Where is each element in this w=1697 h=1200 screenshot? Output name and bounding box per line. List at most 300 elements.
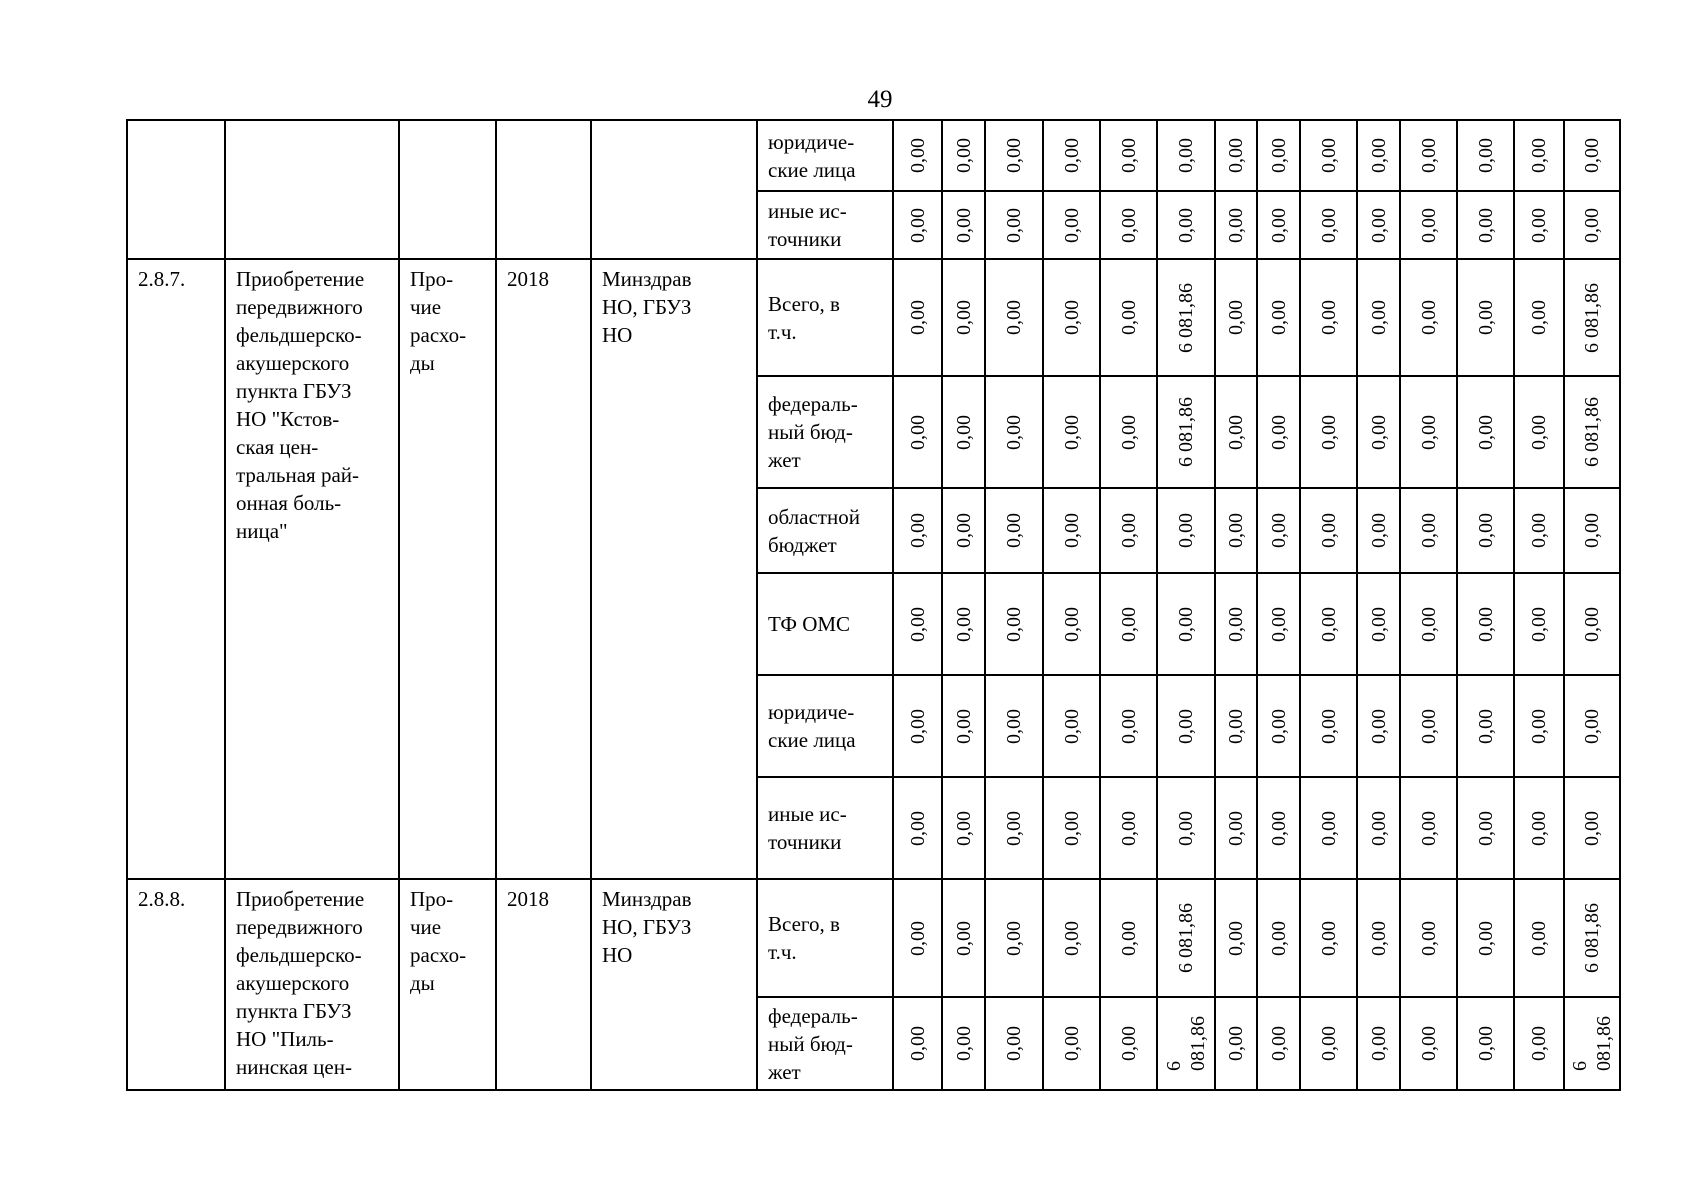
amount-box [1358,575,1399,673]
amount-value: 0,00 [1225,513,1247,548]
amount-value: 0,00 [1474,606,1497,642]
amount-value: 0,00 [1581,708,1603,744]
funding-source-cell [757,259,893,376]
executor: Минздрав НО, ГБУЗ НО [602,267,692,347]
amount-value: 0,00 [1060,920,1083,956]
amount-value: 0,00 [952,920,975,956]
funding-source-cell [757,777,893,879]
amount-value: 0,00 [1474,300,1497,335]
amount-cell [1514,573,1564,675]
amount-box [1515,677,1563,775]
amount-cell [1300,259,1357,376]
amount-cell [1215,376,1257,488]
amount-value: 0,00 [1060,300,1083,335]
amount-value: 0,00 [1367,606,1390,642]
amount-cell [1257,997,1300,1090]
amount-box [894,490,941,571]
amount-value: 0,00 [1417,138,1440,173]
amount-box [986,193,1042,257]
amount-cell [1564,675,1620,777]
amount-cell [1514,376,1564,488]
table-row [127,120,1620,191]
amount-value: 0,00 [1417,414,1440,450]
amount-box [986,378,1042,486]
amount-cell [1357,573,1400,675]
amount-cell [893,259,942,376]
amount-cell [942,376,985,488]
amount-value: 0,00 [952,414,975,450]
amount-value: 6 081,86 [1175,282,1197,353]
amount-value: 0,00 [952,810,975,846]
amount-cell [1564,777,1620,879]
amount-cell [1100,376,1157,488]
amount-box [1216,193,1256,257]
amount-cell [1157,120,1215,191]
amount-cell [1457,777,1514,879]
amount-cell [1100,259,1157,376]
amount-box [1458,881,1513,995]
amount-cell [1457,573,1514,675]
amount-cell [1215,997,1257,1090]
amount-box [1565,999,1619,1088]
amount-box [1515,122,1563,189]
amount-box [1258,122,1299,189]
funding-source: ТФ ОМС [768,612,851,636]
amount-box [1358,677,1399,775]
amount-value: 0,00 [1060,1026,1083,1061]
amount-cell [1400,675,1457,777]
amount-box [1258,999,1299,1088]
amount-cell [1043,120,1100,191]
amount-cell [1257,675,1300,777]
amount-cell [1257,573,1300,675]
expense-type-cell [399,259,496,879]
event-name-cell [225,120,399,259]
amount-cell [985,259,1043,376]
funding-source: юридиче- ские лица [768,129,856,182]
amount-box [1358,881,1399,995]
amount-cell [1100,573,1157,675]
amount-box [1258,261,1299,374]
amount-cell [1457,259,1514,376]
amount-box [1515,261,1563,374]
amount-box [894,677,941,775]
amount-box [1158,122,1214,189]
expense-type: Про- чие расхо- ды [410,887,467,995]
amount-cell [1564,997,1620,1090]
amount-cell [1257,376,1300,488]
amount-value: 0,00 [906,810,929,846]
amount-value: 0,00 [906,1026,929,1061]
amount-cell [1100,675,1157,777]
amount-cell [1043,997,1100,1090]
executor-cell [591,879,757,1090]
amount-box [1401,122,1456,189]
amount-box [943,677,984,775]
amount-box [1458,193,1513,257]
funding-source: областной бюджет [768,504,860,557]
amount-box [1044,490,1099,571]
amount-box [1216,677,1256,775]
amount-value: 0,00 [1581,513,1603,548]
amount-cell [1157,879,1215,997]
funding-source: федераль- ный бюд- жет [768,1003,858,1084]
amount-value: 0,00 [1474,708,1497,744]
amount-value: 0,00 [1317,513,1340,548]
amount-box [894,779,941,877]
amount-box [1258,881,1299,995]
amount-box [943,490,984,571]
amount-cell [1357,997,1400,1090]
amount-box [1101,999,1156,1088]
amount-cell [985,777,1043,879]
amount-box [1458,677,1513,775]
amount-value: 0,00 [1117,810,1140,846]
amount-value: 0,00 [1417,207,1440,243]
amount-value: 0,00 [1117,606,1140,642]
funding-source: Всего, в т.ч. [768,912,840,964]
amount-cell [1300,777,1357,879]
amount-box [943,193,984,257]
funding-source: иные ис- точники [768,802,847,854]
amount-value: 0,00 [1581,606,1603,642]
amount-value: 6 081,86 [1163,1016,1209,1071]
amount-box [894,261,941,374]
amount-value: 0,00 [1003,300,1025,335]
amount-box [1301,122,1356,189]
amount-cell [1300,997,1357,1090]
amount-value: 0,00 [1528,207,1550,243]
amount-value: 0,00 [1528,300,1550,335]
amount-value: 6 081,86 [1175,397,1197,467]
amount-box [1401,677,1456,775]
expense-type-cell [399,879,496,1090]
amount-box [1258,575,1299,673]
amount-cell [985,120,1043,191]
amount-box [1515,779,1563,877]
group-number: 2.8.7. [138,267,186,291]
amount-box [1301,575,1356,673]
amount-cell [1300,488,1357,573]
amount-box [1358,779,1399,877]
amount-box [986,575,1042,673]
amount-box [1401,779,1456,877]
amount-value: 0,00 [1267,513,1290,548]
amount-cell [1043,191,1100,259]
amount-value: 0,00 [1003,1026,1025,1061]
funding-source-cell [757,376,893,488]
amount-value: 0,00 [1175,708,1197,744]
amount-box [1216,490,1256,571]
amount-cell [893,376,942,488]
amount-value: 0,00 [906,920,929,956]
amount-value: 0,00 [1175,606,1197,642]
amount-cell [942,879,985,997]
amount-box [1358,378,1399,486]
budget-table [126,119,1621,1091]
amount-box [1044,779,1099,877]
amount-value: 0,00 [1474,138,1497,173]
amount-box [1515,999,1563,1088]
amount-box [894,193,941,257]
amount-value: 0,00 [1267,300,1290,335]
amount-cell [1215,777,1257,879]
amount-box [1458,575,1513,673]
funding-source: иные ис- точники [768,199,847,251]
amount-box [1515,881,1563,995]
group-number-cell [127,120,225,259]
amount-cell [942,675,985,777]
amount-box [1158,378,1214,486]
amount-cell [1400,120,1457,191]
amount-cell [1257,259,1300,376]
amount-box [1044,881,1099,995]
amount-value: 0,00 [1417,606,1440,642]
amount-value: 0,00 [1225,810,1247,846]
amount-box [1258,490,1299,571]
amount-value: 0,00 [1528,920,1550,956]
amount-box [1458,122,1513,189]
amount-box [1158,575,1214,673]
amount-cell [985,879,1043,997]
year-cell [496,879,591,1090]
amount-box [1565,378,1619,486]
amount-value: 0,00 [1367,138,1390,173]
amount-box [986,677,1042,775]
amount-value: 0,00 [1225,606,1247,642]
year [497,121,590,126]
amount-box [1458,378,1513,486]
amount-cell [1043,376,1100,488]
expense-type [400,121,495,126]
amount-box [986,999,1042,1088]
amount-box [986,490,1042,571]
amount-value: 0,00 [1225,708,1247,744]
amount-cell [985,997,1043,1090]
page-number: 49 [867,86,893,113]
amount-cell [1215,879,1257,997]
amount-cell [1357,191,1400,259]
amount-cell [1400,376,1457,488]
amount-cell [893,573,942,675]
amount-box [943,575,984,673]
amount-cell [893,488,942,573]
amount-cell [1257,488,1300,573]
amount-value: 0,00 [906,513,929,548]
amount-value: 0,00 [1581,207,1603,243]
amount-cell [1300,675,1357,777]
amount-value: 0,00 [1117,207,1140,243]
amount-value: 0,00 [1225,1026,1247,1061]
amount-cell [1400,573,1457,675]
amount-box [1565,261,1619,374]
amount-value: 0,00 [1417,1026,1440,1061]
amount-cell [1100,488,1157,573]
amount-value: 0,00 [1267,1026,1290,1061]
amount-box [943,122,984,189]
amount-box [894,575,941,673]
amount-value: 0,00 [1225,300,1247,335]
event-name-cell [225,879,399,1090]
amount-box [1158,779,1214,877]
amount-box [1044,261,1099,374]
amount-cell [985,573,1043,675]
amount-cell [1564,573,1620,675]
amount-box [1458,490,1513,571]
amount-value: 0,00 [1528,1026,1550,1061]
year: 2018 [507,887,549,911]
amount-cell [1300,879,1357,997]
amount-value: 0,00 [952,708,975,744]
amount-cell [1215,120,1257,191]
amount-cell [1357,488,1400,573]
amount-box [1565,575,1619,673]
year-cell [496,259,591,879]
amount-value: 0,00 [1528,414,1550,450]
amount-value: 0,00 [1267,920,1290,956]
expense-type: Про- чие расхо- ды [410,267,467,375]
amount-box [1301,999,1356,1088]
amount-value: 0,00 [1060,414,1083,450]
amount-value: 0,00 [1528,810,1550,846]
amount-box [1216,378,1256,486]
amount-cell [1357,376,1400,488]
amount-box [1158,999,1214,1088]
amount-box [1301,677,1356,775]
amount-cell [942,259,985,376]
amount-value: 0,00 [1367,920,1390,956]
amount-box [1301,779,1356,877]
group-number: 2.8.8. [138,887,186,911]
funding-source-cell [757,879,893,997]
amount-value: 0,00 [1060,606,1083,642]
amount-cell [1043,573,1100,675]
amount-value: 0,00 [1367,1026,1390,1061]
amount-cell [893,997,942,1090]
amount-cell [1300,120,1357,191]
amount-value: 0,00 [1175,138,1197,173]
amount-box [1216,575,1256,673]
amount-cell [1215,675,1257,777]
amount-box [1401,881,1456,995]
amount-box [1358,193,1399,257]
amount-value: 0,00 [1317,708,1340,744]
amount-cell [893,191,942,259]
amount-box [1101,193,1156,257]
amount-cell [893,777,942,879]
amount-box [1216,122,1256,189]
amount-box [1301,378,1356,486]
amount-box [1565,122,1619,189]
amount-box [1158,881,1214,995]
amount-value: 0,00 [1417,300,1440,335]
amount-box [1101,779,1156,877]
amount-box [1044,193,1099,257]
amount-value: 0,00 [1581,810,1603,846]
amount-cell [1564,376,1620,488]
amount-value: 0,00 [1117,414,1140,450]
amount-value: 0,00 [1367,207,1390,243]
amount-value: 0,00 [906,708,929,744]
event-name [226,121,398,126]
amount-box [1401,999,1456,1088]
amount-cell [942,777,985,879]
amount-value: 0,00 [1417,920,1440,956]
amount-cell [1043,488,1100,573]
amount-value: 0,00 [1060,138,1083,173]
amount-cell [1564,259,1620,376]
amount-value: 0,00 [1474,207,1497,243]
amount-value: 0,00 [1267,138,1290,173]
amount-cell [1157,675,1215,777]
amount-cell [1100,997,1157,1090]
amount-value: 0,00 [1528,708,1550,744]
amount-value: 0,00 [1225,414,1247,450]
amount-value: 0,00 [952,513,975,548]
amount-cell [942,997,985,1090]
amount-value: 0,00 [952,138,975,173]
amount-box [1101,677,1156,775]
amount-value: 0,00 [1317,300,1340,335]
amount-value: 0,00 [1474,513,1497,548]
amount-value: 0,00 [1317,414,1340,450]
amount-box [943,999,984,1088]
amount-value: 0,00 [1528,606,1550,642]
amount-cell [1100,120,1157,191]
amount-cell [1157,488,1215,573]
funding-source-cell [757,120,893,191]
amount-cell [1300,376,1357,488]
amount-value: 0,00 [1117,1026,1140,1061]
amount-cell [942,120,985,191]
amount-box [1401,490,1456,571]
amount-box [1158,261,1214,374]
amount-value: 0,00 [1474,810,1497,846]
amount-box [1515,193,1563,257]
amount-value: 0,00 [952,300,975,335]
executor: Минздрав НО, ГБУЗ НО [602,887,692,967]
amount-value: 0,00 [1317,920,1340,956]
amount-box [1515,490,1563,571]
amount-value: 0,00 [1417,810,1440,846]
amount-cell [1257,879,1300,997]
amount-box [1101,490,1156,571]
amount-box [986,261,1042,374]
amount-cell [1100,191,1157,259]
amount-cell [1514,997,1564,1090]
amount-box [1258,193,1299,257]
amount-box [986,881,1042,995]
amount-cell [893,879,942,997]
amount-box [1358,261,1399,374]
amount-box [1044,677,1099,775]
amount-cell [1215,191,1257,259]
amount-box [943,261,984,374]
amount-box [1458,999,1513,1088]
amount-box [1301,261,1356,374]
amount-box [1565,779,1619,877]
amount-value: 0,00 [1317,207,1340,243]
amount-cell [1514,879,1564,997]
amount-value: 0,00 [1003,207,1025,243]
amount-cell [1514,259,1564,376]
amount-value: 0,00 [1267,810,1290,846]
amount-cell [942,488,985,573]
funding-source-cell [757,997,893,1090]
amount-value: 0,00 [1317,606,1340,642]
amount-box [1158,193,1214,257]
amount-value: 0,00 [1003,513,1025,548]
